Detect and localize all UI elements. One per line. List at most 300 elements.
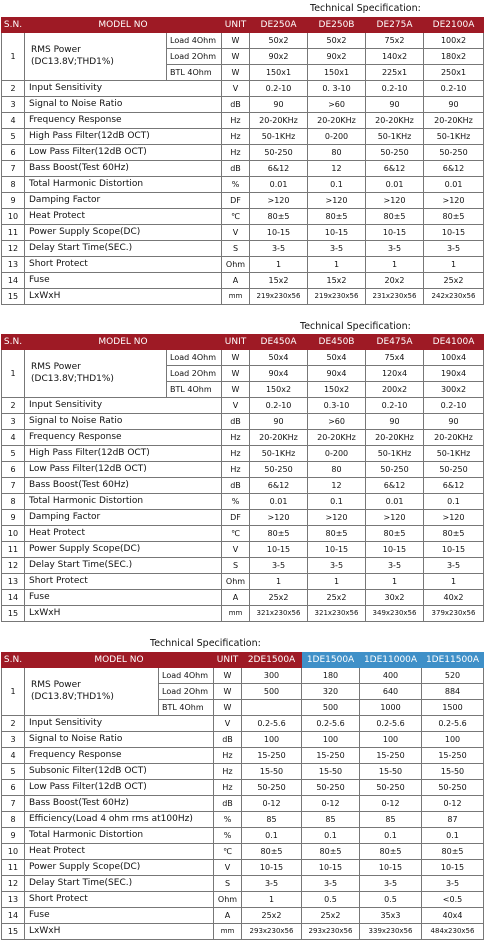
value-cell: 0.2-5.6 xyxy=(242,716,302,732)
table-row xyxy=(2,398,484,414)
value-cell: 20-20KHz xyxy=(366,113,424,129)
table-row xyxy=(2,876,484,892)
table-row xyxy=(2,542,484,558)
value-cell: 100x2 xyxy=(424,33,484,49)
row-sn: 15 xyxy=(2,924,25,940)
value-cell: 25x2 xyxy=(424,273,484,289)
unit-cell: Ohm xyxy=(214,892,242,908)
value-cell: 25x2 xyxy=(308,590,366,606)
value-cell: 884 xyxy=(422,684,484,700)
unit-cell: V xyxy=(214,716,242,732)
spec-name: Power Supply Scope(DC) xyxy=(25,225,222,241)
value-cell: 50x2 xyxy=(308,33,366,49)
value-cell: 90 xyxy=(366,414,424,430)
value-cell: 0-200 xyxy=(308,129,366,145)
row-sn: 10 xyxy=(2,209,25,225)
value-cell: 50x4 xyxy=(250,350,308,366)
header-model-2: 1DE1500A xyxy=(302,653,360,668)
value-cell: 80±5 xyxy=(424,526,484,542)
value-cell: 10-15 xyxy=(302,860,360,876)
rms-label-line1: RMS Power xyxy=(31,45,81,56)
spec-name: Frequency Response xyxy=(25,430,222,446)
table-row xyxy=(2,732,484,748)
value-cell: 6&12 xyxy=(424,161,484,177)
value-cell: 80±5 xyxy=(250,209,308,225)
value-cell: 1 xyxy=(366,574,424,590)
value-cell: 200x2 xyxy=(366,382,424,398)
value-cell: 1 xyxy=(250,574,308,590)
value-cell: 349x230x56 xyxy=(366,606,424,622)
spec-name: Signal to Noise Ratio xyxy=(25,732,214,748)
value-cell: 15-50 xyxy=(422,764,484,780)
value-cell: 0.5 xyxy=(302,892,360,908)
table-row xyxy=(2,494,484,510)
value-cell: 140x2 xyxy=(366,49,424,65)
table-row xyxy=(2,129,484,145)
value-cell: >120 xyxy=(366,510,424,526)
unit-cell: Ohm xyxy=(222,257,250,273)
value-cell: 1 xyxy=(242,892,302,908)
unit-cell: S xyxy=(222,241,250,257)
value-cell: 50-250 xyxy=(424,462,484,478)
value-cell: 80±5 xyxy=(422,844,484,860)
value-cell: 90 xyxy=(424,414,484,430)
row-sn: 14 xyxy=(2,590,25,606)
table-row xyxy=(2,193,484,209)
unit-cell: W xyxy=(222,49,250,65)
spec-name: Damping Factor xyxy=(25,510,222,526)
unit-cell: Hz xyxy=(222,446,250,462)
header-model-1: 2DE1500A xyxy=(242,653,302,668)
value-cell: 0.1 xyxy=(308,177,366,193)
section-title: Technical Specification: xyxy=(310,3,421,14)
row-sn: 13 xyxy=(2,892,25,908)
value-cell: 3-5 xyxy=(242,876,302,892)
value-cell: >120 xyxy=(366,193,424,209)
header-model-3: 1DE11000A xyxy=(360,653,422,668)
header-unit: UNIT xyxy=(214,653,242,668)
value-cell: 150x1 xyxy=(250,65,308,81)
row-sn: 13 xyxy=(2,257,25,273)
value-cell: 320 xyxy=(302,684,360,700)
value-cell: 225x1 xyxy=(366,65,424,81)
spec-name: Input Sensitivity xyxy=(25,81,222,97)
spec-name: Delay Start Time(SEC.) xyxy=(25,876,214,892)
table-row xyxy=(2,273,484,289)
row-sn: 13 xyxy=(2,574,25,590)
value-cell: 0.2-10 xyxy=(250,81,308,97)
value-cell: 3-5 xyxy=(308,241,366,257)
value-cell: 400 xyxy=(360,668,422,684)
row-sn: 3 xyxy=(2,414,25,430)
row-sn: 4 xyxy=(2,430,25,446)
load-label: Load 4Ohm xyxy=(159,668,214,684)
section-title: Technical Specification: xyxy=(300,321,411,332)
spec-name: LxWxH xyxy=(25,289,222,305)
unit-cell: Hz xyxy=(222,145,250,161)
value-cell: 80±5 xyxy=(424,209,484,225)
row-sn: 1 xyxy=(2,668,25,716)
spec-name: Total Harmonic Distortion xyxy=(25,494,222,510)
value-cell: 20x2 xyxy=(366,273,424,289)
value-cell: 50-1KHz xyxy=(424,129,484,145)
value-cell: 120x4 xyxy=(366,366,424,382)
row-sn: 1 xyxy=(2,350,25,398)
table-row xyxy=(2,590,484,606)
value-cell: 85 xyxy=(360,812,422,828)
row-sn: 9 xyxy=(2,510,25,526)
table-row xyxy=(2,350,484,366)
value-cell: 50x2 xyxy=(250,33,308,49)
unit-cell: Ohm xyxy=(222,574,250,590)
header-unit: UNIT xyxy=(222,335,250,350)
value-cell: 15x2 xyxy=(308,273,366,289)
value-cell: 0. 3-10 xyxy=(308,81,366,97)
value-cell: 100 xyxy=(302,732,360,748)
value-cell: 30x2 xyxy=(366,590,424,606)
table-row xyxy=(2,764,484,780)
rms-power-label xyxy=(25,668,159,716)
table-row xyxy=(2,668,484,684)
value-cell: 10-15 xyxy=(250,225,308,241)
value-cell: 50-1KHz xyxy=(424,446,484,462)
spec-name: Delay Start Time(SEC.) xyxy=(25,241,222,257)
value-cell: 90x2 xyxy=(250,49,308,65)
value-cell: 12 xyxy=(308,478,366,494)
unit-cell: V xyxy=(222,398,250,414)
value-cell: 10-15 xyxy=(308,225,366,241)
unit-cell: W xyxy=(214,684,242,700)
value-cell: 0.2-10 xyxy=(250,398,308,414)
spec-name: Fuse xyxy=(25,590,222,606)
row-sn: 15 xyxy=(2,289,25,305)
spec-name: Heat Protect xyxy=(25,209,222,225)
unit-cell: dB xyxy=(222,97,250,113)
value-cell: 80±5 xyxy=(250,526,308,542)
value-cell: 100 xyxy=(242,732,302,748)
value-cell: 0.3-10 xyxy=(308,398,366,414)
value-cell: 100x4 xyxy=(424,350,484,366)
value-cell: 50-250 xyxy=(366,462,424,478)
spec-name: Low Pass Filter(12dB OCT) xyxy=(25,462,222,478)
value-cell: 300 xyxy=(242,668,302,684)
spec-name: Bass Boost(Test 60Hz) xyxy=(25,478,222,494)
value-cell: 15-250 xyxy=(422,748,484,764)
table-row xyxy=(2,414,484,430)
header-sn: S.N. xyxy=(2,18,25,33)
value-cell: 0.5 xyxy=(360,892,422,908)
header-sn: S.N. xyxy=(2,335,25,350)
value-cell xyxy=(242,700,302,716)
value-cell: 10-15 xyxy=(422,860,484,876)
value-cell: 3-5 xyxy=(360,876,422,892)
value-cell: 1500 xyxy=(422,700,484,716)
spec-name: Short Protect xyxy=(25,574,222,590)
table-row xyxy=(2,241,484,257)
unit-cell: % xyxy=(214,812,242,828)
table-row xyxy=(2,780,484,796)
unit-cell: Hz xyxy=(222,462,250,478)
value-cell: 90 xyxy=(250,97,308,113)
unit-cell: Hz xyxy=(214,780,242,796)
spec-section-3 xyxy=(0,636,484,937)
value-cell: 0.1 xyxy=(242,828,302,844)
value-cell: 80±5 xyxy=(360,844,422,860)
value-cell: 180 xyxy=(302,668,360,684)
value-cell: 25x2 xyxy=(250,590,308,606)
unit-cell: dB xyxy=(214,796,242,812)
table-row xyxy=(2,145,484,161)
unit-cell: % xyxy=(222,177,250,193)
table-header-row xyxy=(2,18,484,33)
value-cell: 150x2 xyxy=(250,382,308,398)
unit-cell: Hz xyxy=(214,764,242,780)
value-cell: 85 xyxy=(242,812,302,828)
value-cell: 15-50 xyxy=(360,764,422,780)
row-sn: 12 xyxy=(2,241,25,257)
spec-name: Subsonic Filter(12dB OCT) xyxy=(25,764,214,780)
unit-cell: ℃ xyxy=(222,209,250,225)
unit-cell: W xyxy=(222,366,250,382)
row-sn: 8 xyxy=(2,812,25,828)
value-cell: 0.2-10 xyxy=(424,81,484,97)
value-cell: 0-200 xyxy=(308,446,366,462)
value-cell: 50-1KHz xyxy=(366,129,424,145)
header-model-2: DE450B xyxy=(308,335,366,350)
value-cell: 80±5 xyxy=(308,526,366,542)
unit-cell: V xyxy=(222,542,250,558)
load-label: BTL 4Ohm xyxy=(167,65,222,81)
spec-name: Total Harmonic Distortion xyxy=(25,828,214,844)
header-model-2: DE250B xyxy=(308,18,366,33)
row-sn: 5 xyxy=(2,446,25,462)
unit-cell: mm xyxy=(214,924,242,940)
header-model-4: DE4100A xyxy=(424,335,484,350)
table-row xyxy=(2,558,484,574)
spec-name: High Pass Filter(12dB OCT) xyxy=(25,446,222,462)
value-cell: 219x230x56 xyxy=(250,289,308,305)
value-cell: 1 xyxy=(424,574,484,590)
header-model-no: MODEL NO xyxy=(25,18,222,33)
value-cell: 90 xyxy=(366,97,424,113)
table-row xyxy=(2,892,484,908)
value-cell: 3-5 xyxy=(366,558,424,574)
value-cell: 0-12 xyxy=(360,796,422,812)
spec-name: LxWxH xyxy=(25,606,222,622)
value-cell: 50-250 xyxy=(366,145,424,161)
rms-power-label xyxy=(25,33,167,81)
header-model-no: MODEL NO xyxy=(25,335,222,350)
value-cell: 80±5 xyxy=(366,526,424,542)
table-row xyxy=(2,526,484,542)
row-sn: 5 xyxy=(2,129,25,145)
unit-cell: W xyxy=(222,33,250,49)
unit-cell: Hz xyxy=(222,129,250,145)
row-sn: 1 xyxy=(2,33,25,81)
value-cell: 10-15 xyxy=(424,542,484,558)
table-row xyxy=(2,430,484,446)
spec-name: Low Pass Filter(12dB OCT) xyxy=(25,780,214,796)
header-model-4: 1DE11500A xyxy=(422,653,484,668)
unit-cell: A xyxy=(222,273,250,289)
load-label: Load 2Ohm xyxy=(167,49,222,65)
row-sn: 8 xyxy=(2,494,25,510)
value-cell: 90x4 xyxy=(308,366,366,382)
spec-name: Delay Start Time(SEC.) xyxy=(25,558,222,574)
unit-cell: dB xyxy=(222,478,250,494)
header-unit: UNIT xyxy=(222,18,250,33)
unit-cell: W xyxy=(222,382,250,398)
value-cell: 50x4 xyxy=(308,350,366,366)
table-row xyxy=(2,177,484,193)
table-header-row xyxy=(2,653,484,668)
value-cell: 3-5 xyxy=(366,241,424,257)
value-cell: 3-5 xyxy=(302,876,360,892)
value-cell: 40x2 xyxy=(424,590,484,606)
value-cell: 90x2 xyxy=(308,49,366,65)
header-sn: S.N. xyxy=(2,653,25,668)
value-cell: >120 xyxy=(250,193,308,209)
row-sn: 10 xyxy=(2,526,25,542)
value-cell: 379x230x56 xyxy=(424,606,484,622)
table-row xyxy=(2,796,484,812)
value-cell: >120 xyxy=(308,510,366,526)
value-cell: 0-12 xyxy=(302,796,360,812)
value-cell: 6&12 xyxy=(250,478,308,494)
value-cell: 300x2 xyxy=(424,382,484,398)
spec-name: Power Supply Scope(DC) xyxy=(25,542,222,558)
value-cell: 50-1KHz xyxy=(250,129,308,145)
row-sn: 6 xyxy=(2,780,25,796)
table-row xyxy=(2,462,484,478)
value-cell: 0.01 xyxy=(250,494,308,510)
value-cell: 0.2-10 xyxy=(366,81,424,97)
spec-name: Frequency Response xyxy=(25,113,222,129)
value-cell: 90 xyxy=(424,97,484,113)
row-sn: 7 xyxy=(2,478,25,494)
value-cell: 100 xyxy=(422,732,484,748)
value-cell: 0.1 xyxy=(302,828,360,844)
value-cell: 50-250 xyxy=(360,780,422,796)
row-sn: 3 xyxy=(2,97,25,113)
row-sn: 10 xyxy=(2,844,25,860)
value-cell: 3-5 xyxy=(422,876,484,892)
load-label: Load 2Ohm xyxy=(159,684,214,700)
header-model-1: DE250A xyxy=(250,18,308,33)
spec-name: Frequency Response xyxy=(25,748,214,764)
value-cell: 50-250 xyxy=(250,462,308,478)
value-cell: 1 xyxy=(308,257,366,273)
rms-label-line2: (DC13.8V;THD1%) xyxy=(31,56,114,67)
load-label: BTL 4Ohm xyxy=(159,700,214,716)
value-cell: 0.1 xyxy=(308,494,366,510)
value-cell: 10-15 xyxy=(366,542,424,558)
spec-name: Bass Boost(Test 60Hz) xyxy=(25,161,222,177)
table-row xyxy=(2,97,484,113)
table-row xyxy=(2,446,484,462)
value-cell: 80 xyxy=(308,462,366,478)
value-cell: 1 xyxy=(250,257,308,273)
value-cell: >60 xyxy=(308,97,366,113)
value-cell: 3-5 xyxy=(250,558,308,574)
unit-cell: V xyxy=(222,81,250,97)
value-cell: 12 xyxy=(308,161,366,177)
value-cell: 231x230x56 xyxy=(366,289,424,305)
spec-name: Efficiency(Load 4 ohm rms at100Hz) xyxy=(25,812,214,828)
value-cell: 50-250 xyxy=(242,780,302,796)
value-cell: 100 xyxy=(360,732,422,748)
value-cell: 484x230x56 xyxy=(422,924,484,940)
unit-cell: % xyxy=(222,494,250,510)
load-label: Load 2Ohm xyxy=(167,366,222,382)
value-cell: 150x2 xyxy=(308,382,366,398)
spec-name: LxWxH xyxy=(25,924,214,940)
unit-cell: ℃ xyxy=(222,526,250,542)
value-cell: 180x2 xyxy=(424,49,484,65)
value-cell: 15x2 xyxy=(250,273,308,289)
unit-cell: DF xyxy=(222,193,250,209)
value-cell: >120 xyxy=(424,510,484,526)
value-cell: >120 xyxy=(250,510,308,526)
table-row xyxy=(2,860,484,876)
value-cell: 20-20KHz xyxy=(424,430,484,446)
table-row xyxy=(2,289,484,305)
spec-name: Damping Factor xyxy=(25,193,222,209)
value-cell: 20-20KHz xyxy=(308,113,366,129)
unit-cell: W xyxy=(214,668,242,684)
value-cell: 10-15 xyxy=(424,225,484,241)
value-cell: 1 xyxy=(424,257,484,273)
row-sn: 4 xyxy=(2,113,25,129)
row-sn: 11 xyxy=(2,225,25,241)
value-cell: 6&12 xyxy=(250,161,308,177)
rms-power-label xyxy=(25,350,167,398)
value-cell: 0.01 xyxy=(250,177,308,193)
value-cell: 150x1 xyxy=(308,65,366,81)
row-sn: 5 xyxy=(2,764,25,780)
value-cell: 10-15 xyxy=(360,860,422,876)
value-cell: 0-12 xyxy=(242,796,302,812)
row-sn: 4 xyxy=(2,748,25,764)
value-cell: >120 xyxy=(424,193,484,209)
row-sn: 11 xyxy=(2,860,25,876)
value-cell: 0.01 xyxy=(366,494,424,510)
value-cell: 10-15 xyxy=(366,225,424,241)
value-cell: 190x4 xyxy=(424,366,484,382)
spec-name: Short Protect xyxy=(25,257,222,273)
unit-cell: Hz xyxy=(214,748,242,764)
value-cell: >120 xyxy=(308,193,366,209)
value-cell: 0.01 xyxy=(366,177,424,193)
value-cell: 50-1KHz xyxy=(366,446,424,462)
value-cell: 0.1 xyxy=(424,494,484,510)
header-model-1: DE450A xyxy=(250,335,308,350)
value-cell: 20-20KHz xyxy=(366,430,424,446)
value-cell: 640 xyxy=(360,684,422,700)
table-row xyxy=(2,908,484,924)
spec-section-2 xyxy=(0,318,484,630)
unit-cell: W xyxy=(222,350,250,366)
value-cell: 0-12 xyxy=(422,796,484,812)
table-row xyxy=(2,574,484,590)
row-sn: 15 xyxy=(2,606,25,622)
table-row xyxy=(2,844,484,860)
row-sn: 7 xyxy=(2,796,25,812)
value-cell: 90x4 xyxy=(250,366,308,382)
header-model-4: DE2100A xyxy=(424,18,484,33)
value-cell: 250x1 xyxy=(424,65,484,81)
rms-label-line1: RMS Power xyxy=(31,680,81,691)
